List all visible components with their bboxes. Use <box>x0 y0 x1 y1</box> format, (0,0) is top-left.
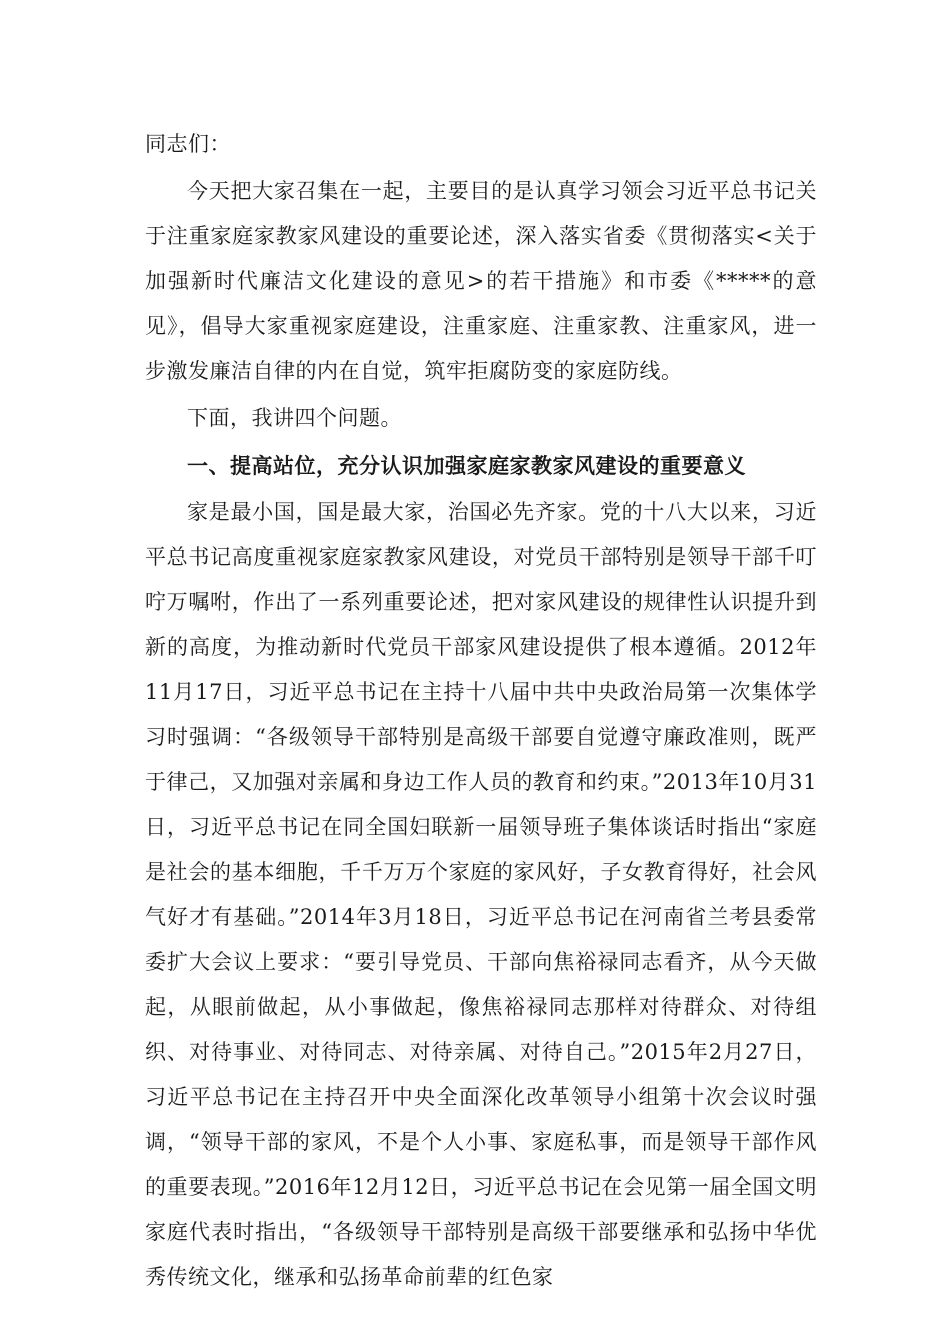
paragraph-section-one: 家是最小国，国是最大家，治国必先齐家。党的十八大以来，习近平总书记高度重视家庭家教家风建设，对党员干部特别是领导干部千叮咛万嘱咐，作出了一系列重要论述，把对家风建设的规律性认识提升到新的高度，为推动新时代党员干部家风建设提供了根本遵循。2012年11月17日，习近平总书记在主持十八届中共中央政治局第一次集体学习时强调：“各级领导干部特别是高级干部要自觉遵守廉政准则，既严于律己，又加强对亲属和身边工作人员的教育和约束。”2013年10月31日，习近平总书记在同全国妇联新一届领导班子集体谈话时指出“家庭是社会的基本细胞，千千万万个家庭的家风好，子女教育得好，社会风气好才有基础。”2014年3月18日，习近平总书记在河南省兰考县委常委扩大会议上要求：“要引导党员、干部向焦裕禄同志看齐，从今天做起，从眼前做起，从小事做起，像焦裕禄同志那样对待群众、对待组织、对待事业、对待同志、对待亲属、对待自己。”2015年2月27日，习近平总书记在主持召开中央全面深化改革领导小组第十次会议时强调，“领导干部的家风，不是个人小事、家庭私事，而是领导干部作风的重要表现。”2016年12月12日，习近平总书记在会见第一届全国文明家庭代表时指出，“各级领导干部特别是高级干部要继承和弘扬中华优秀传统文化，继承和弘扬革命前辈的红色家 <box>145 500 817 1289</box>
section-heading: 一、提高站位，充分认识加强家庭家教家风建设的重要意义 <box>187 453 746 478</box>
salutation: 同志们： <box>145 132 231 156</box>
paragraph-outline: 下面，我讲四个问题。 <box>187 406 402 430</box>
paragraph-intro: 今天把大家召集在一起，主要目的是认真学习领会习近平总书记关于注重家庭家教家风建设的重要论述，深入落实省委《贯彻落实<关于加强新时代廉洁文化建设的意见>的若干措施》和市委《*****的意见》，倡导大家重视家庭建设，注重家庭、注重家教、注重家风，进一步激发廉洁自律的内在自觉，筑牢拒腐防变的家庭防线。 <box>145 179 817 383</box>
document-body <box>145 122 817 1302</box>
